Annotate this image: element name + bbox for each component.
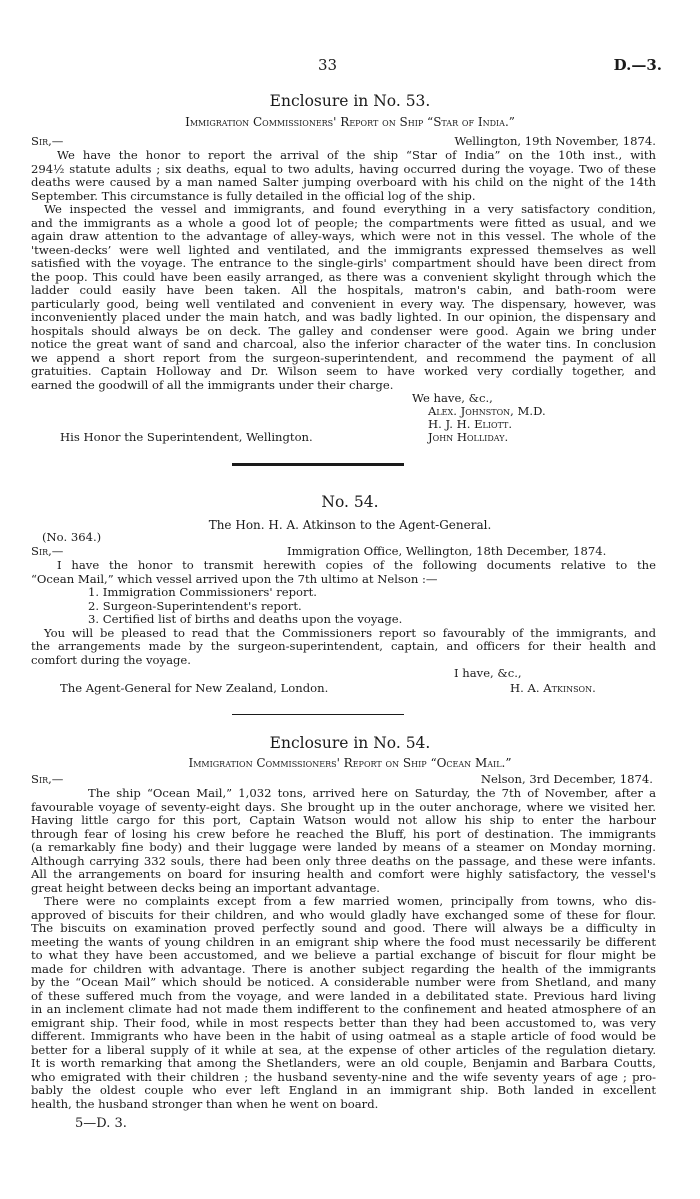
signature-mark: 5—D. 3.: [75, 1116, 127, 1131]
no-54-subtitle: The Hon. H. A. Atkinson to the Agent-General.: [208, 518, 492, 532]
signatory-holliday: John Holliday.: [428, 430, 509, 444]
body-line: September. This circumstance is fully detailed in the official log of the ship.: [31, 189, 476, 203]
body-line: Although carrying 332 souls, there had been only three deaths on the passage, and these were infants.: [31, 854, 656, 868]
body-line: approved of biscuits for their children, and who would gladly have exchanged some of these for flour.: [31, 908, 656, 922]
body-line: There were no complaints except from a few married women, principally from towns, who dis-: [44, 895, 656, 908]
body-line: gratuities. Captain Holloway and Dr. Wilson seem to have worked very cordially together, and: [31, 365, 656, 378]
list-item: 2. Surgeon-Superintendent's report.: [88, 599, 302, 613]
body-line: I have the honor to transmit herewith copies of the following documents relative to the: [57, 559, 656, 572]
document-reference: D.—3.: [613, 56, 662, 74]
body-line: we append a short report from the surgeon-superintendent, and recommend the payment of all: [31, 351, 656, 365]
body-line: It is worth remarking that among the Shetlanders, were an old couple, Benjamin and Barbara Coutts,: [31, 1057, 656, 1070]
enclosure-54-dateline: Nelson, 3rd December, 1874.: [480, 772, 653, 786]
body-line: again draw attention to the advantage of alley-ways, which were not in this vessel. The whole of the: [31, 230, 656, 243]
enclosure-54-subtitle: Immigration Commissioners' Report on Ship “Ocean Mail.”: [188, 756, 512, 770]
body-line: emigrant ship. Their food, while in most respects better than they had been accustomed to, was very: [31, 1016, 656, 1030]
body-line: satisfied with the voyage. The entrance to the single-girls' compartment should have been direct from: [31, 257, 656, 270]
enclosure-53-addressee: His Honor the Superintendent, Wellington.: [60, 430, 313, 444]
body-line: favourable voyage of seventy-eight days. She brought up in the outer anchorage, where we visited her.: [31, 800, 656, 814]
body-line: health, the husband stronger than when he went on board.: [31, 1097, 379, 1111]
enclosure-53-dateline: Wellington, 19th November, 1874.: [454, 134, 656, 148]
no-54-reference: (No. 364.): [42, 530, 102, 544]
body-line: deaths were caused by a man named Salter jumping overboard with his child on the night of the 14th: [31, 176, 656, 189]
body-line: inconveniently placed under the main hatch, and was badly lighted. In our opinion, the dispensary and: [31, 311, 656, 324]
enclosure-53-salutation: Sir,—: [31, 134, 64, 148]
page-number: 33: [318, 56, 338, 74]
body-line: to what they have been accustomed, and we believe a partial exchange of biscuit for flour might be: [31, 949, 656, 962]
body-line: You will be pleased to read that the Commissioners report so favourably of the immigrants, and: [44, 626, 656, 640]
body-line: notice the great want of sand and charcoal, also the inferior character of the water tins. In conclusion: [31, 338, 656, 351]
body-line: made for children with advantage. There is another subject regarding the health of the immigrants: [31, 962, 656, 976]
enclosure-53-subtitle: Immigration Commissioners' Report on Ship “Star of India.”: [185, 115, 515, 129]
no-54-closing: I have, &c.,: [454, 666, 522, 680]
body-line: We inspected the vessel and immigrants, and found everything in a very satisfactory condition,: [44, 203, 656, 216]
body-line: the poop. This could have been easily arranged, as there was a convenient skylight through which the: [31, 270, 656, 284]
body-line: ladder could easily have been taken. All the hospitals, matron's cabin, and bath-room were: [31, 284, 656, 297]
no-54-body: [31, 559, 656, 667]
signatory-atkinson: H. A. Atkinson.: [510, 681, 596, 695]
no-54-title: No. 54.: [321, 493, 379, 511]
body-line: great height between decks being an important advantage.: [31, 881, 380, 895]
body-line: who emigrated with their children ; the husband seventy-nine and the wife seventy years of age ; pro-: [31, 1070, 656, 1084]
section-divider: [232, 463, 404, 466]
body-line: different. Immigrants who have been in the habit of using oatmeal as a staple article of food would be: [31, 1030, 656, 1043]
body-line: through fear of losing his crew before he reached the Bluff, his port of destination. The immigrants: [31, 827, 656, 841]
body-line: and the immigrants as a whole a good lot of people; the compartments were fitted as usual, and we: [31, 216, 656, 230]
signatory-johnston: Alex. Johnston, M.D.: [428, 404, 546, 418]
body-line: particularly good, being well ventilated and convenient in every way. The dispensary, however, was: [31, 297, 656, 311]
body-line: Having little cargo for this port, Captain Watson would not allow his ship to enter the harbour: [31, 814, 656, 827]
body-line: “Ocean Mail,” which vessel arrived upon the 7th ultimo at Nelson :—: [31, 572, 438, 586]
body-line: 294½ statute adults ; six deaths, equal to two adults, having occurred during the voyage. Two of these: [31, 162, 656, 176]
body-line: (a remarkably fine body) and their luggage were landed by means of a steamer on Monday morning.: [31, 841, 656, 854]
body-line: the arrangements made by the surgeon-superintendent, captain, and officers for their health and: [31, 640, 656, 653]
enclosure-53-body: [31, 149, 656, 392]
body-line: We have the honor to report the arrival of the ship “Star of India” on the 10th inst., with: [57, 149, 656, 162]
no-54-dateline: Immigration Office, Wellington, 18th December, 1874.: [287, 544, 607, 558]
list-item: 1. Immigration Commissioners' report.: [88, 586, 317, 599]
signatory-eliott: H. J. H. Eliott.: [428, 417, 513, 431]
body-line: earned the goodwill of all the immigrants under their charge.: [31, 378, 394, 392]
body-line: in an inclement climate had not made them indifferent to the confinement and heated atmosphere of an: [31, 1003, 656, 1016]
body-line: meeting the wants of young children in an emigrant ship where the food must necessarily be different: [31, 935, 656, 949]
enclosure-54-salutation: Sir,—: [31, 772, 64, 786]
body-line: of these suffered much from the voyage, and were landed in a debilitated state. Previous hard living: [31, 989, 656, 1003]
body-line: comfort during the voyage.: [31, 653, 191, 667]
body-line: All the arrangements on board for insuring health and comfort were highly satisfactory, the vessel's: [31, 868, 656, 881]
body-line: bably the oldest couple who ever left England in an immigrant ship. Both landed in excellent: [31, 1084, 656, 1097]
body-line: better for a liberal supply of it while at sea, at the expense of other articles of the regulation dietary.: [31, 1043, 656, 1057]
enclosure-53-title: Enclosure in No. 53.: [269, 92, 431, 110]
list-item: 3. Certified list of births and deaths upon the voyage.: [88, 613, 403, 626]
section-divider: [232, 714, 404, 715]
enclosure-54-body: [31, 787, 656, 1111]
enclosure-53-closing: We have, &c.,: [412, 391, 493, 405]
body-line: 'tween-decks’ were well lighted and ventilated, and the immigrants expressed themselves as well: [31, 243, 656, 257]
enclosure-54-title: Enclosure in No. 54.: [269, 734, 431, 752]
no-54-addressee: The Agent-General for New Zealand, London.: [60, 681, 329, 695]
body-line: hospitals should always be on deck. The galley and condenser were good. Again we bring under: [31, 324, 656, 338]
body-line: The ship “Ocean Mail,” 1,032 tons, arrived here on Saturday, the 7th of November, after a: [88, 787, 656, 800]
no-54-salutation: Sir,—: [31, 544, 64, 558]
body-line: by the “Ocean Mail” which should be noticed. A considerable number were from Shetland, and many: [31, 976, 656, 989]
body-line: The biscuits on examination proved perfectly sound and good. There will always be a difficulty in: [31, 922, 656, 935]
